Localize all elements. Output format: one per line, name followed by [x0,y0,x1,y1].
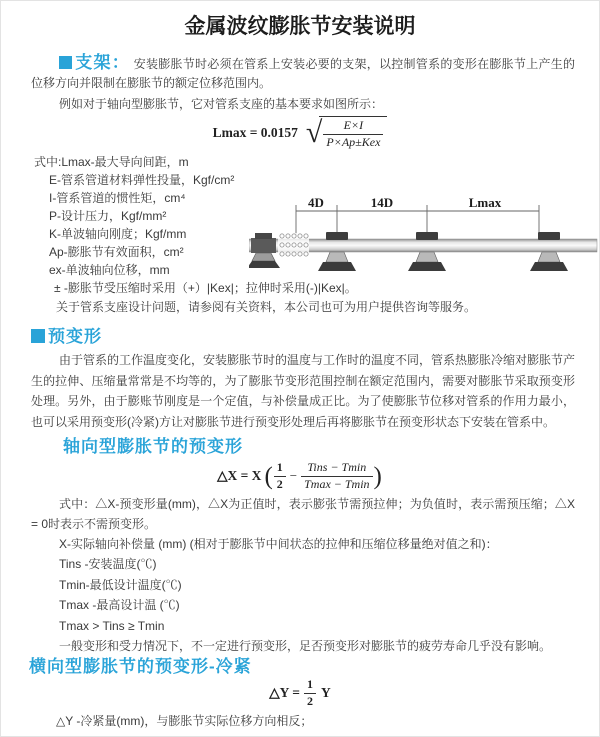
dimension-label-lmax: Lmax [468,195,502,210]
support-example-line: 例如对于轴向型膨胀节，它对管系支座的基本要求如图所示： [59,97,384,111]
definition-line: K-单波轴向刚度；Kgf/mm [49,227,187,241]
lateral-formula-lhs: △Y = [269,685,300,700]
axial-preform-formula [1,460,599,492]
axial-note-3: 一般变形和受力情况下，不一定进行预变形，足否预变形对膨胀节的疲劳寿命几乎没有影响。 [59,639,552,653]
half-numerator: 1 [306,676,313,691]
definition-line: 式中:Lmax-最大导向间距，m [34,155,189,169]
lateral-note: △Y -冷紧量(mm)，与膨胀节实际位移方向相反； [56,714,313,728]
half-fraction [304,677,316,709]
definition-line: E-管系管道材料弹性投量，Kgf/cm² [49,173,235,187]
radical-sign: √ [305,116,323,149]
temp-definition-line: Tmax -最高设计温 (℃) [59,598,180,612]
preform-heading-label: 预变形 [48,327,102,346]
lateral-formula-rhs: Y [320,685,331,700]
section-marker-icon [59,56,72,69]
anchor-support [249,233,280,268]
temp-definition-line: Tmax > Tins ≥ Tmin [59,618,165,633]
half-fraction [274,460,286,492]
lmax-formula-fraction [319,116,387,150]
lmax-numerator: E×I [343,117,364,132]
axial-note-2: X-实际轴向补偿量 (mm) (相对于膨胀节中间状态的拉伸和压缩位移量绝对值之和)： [59,537,498,551]
dimension-label-4d: 4D [308,195,324,210]
axial-formula-lhs: △X = X [217,468,262,483]
section-marker-icon [31,329,45,343]
pipe-support-diagram [249,195,599,291]
open-paren: ( [264,462,273,490]
lateral-subsection-heading: 横向型膨胀节的预变形-冷紧 [29,657,252,676]
dimension-label-14d: 14D [370,195,394,210]
definition-line: 关于管系支座设计问题，请参阅有关资料，本公司也可为用户提供咨询等服务。 [56,299,477,314]
support-section-heading: 支架： [75,53,131,72]
support-intro-text: 安装膨胀节时必须在管系上安装必要的支架，以控制管系的变形在膨胀节上产生的位移方向并限制在膨胀节的额定位移范围内。 [31,57,576,90]
definition-line: ± -膨胀节受压缩时采用（+）|Kex|；拉伸时采用(-)|Kex|。 [54,281,357,295]
definition-line: ex-单波轴向位移，mm [49,263,170,277]
support-paragraph [31,53,575,93]
preform-paragraph: 由于管系的工作温度变化，安装膨胀节时的温度与工作时的温度不同，管系热膨胀冷缩对膨胀节产生的拉伸、压缩量常常是不均等的，为了膨胀节变形范围控制在额定范围内，需要对膨胀节采取预变形处理。另外，由于膨账节刚度是一个定值，与补偿量成正比。为了使膨胀节位移对管系的作用力最小，也可以采用预变形(冷紧)方让对膨胀节进行预变形处理后再将膨胀节在预变形状态下安装在管系中。 [31,353,576,429]
close-paren: ) [373,462,382,490]
lmax-formula-lhs: Lmax = 0.0157 [212,125,298,140]
lateral-preform-formula [1,676,599,708]
half-denominator: 2 [304,693,316,710]
page-title: 金属波纹膨胀节安装说明 [184,15,416,38]
bellows [278,233,309,259]
axial-note-1: 式中：△X-预变形量(mm)，△X为正值时，表示膨张节需预拉伸；为负值时，表示需预压缩；△X = 0时表示不需预变形。 [31,497,575,531]
temp-numerator: Tins − Tmin [307,459,367,474]
half-denominator: 2 [274,476,286,493]
temp-definition-line: Tins -安装温度(℃) [59,557,157,571]
half-numerator: 1 [276,459,283,474]
temperature-fraction [301,460,372,492]
preform-section-heading [31,326,599,348]
temp-denominator: Tmax − Tmin [301,476,372,493]
definition-line: Ap-膨胀节有效面积，cm² [49,245,184,259]
temp-definition-line: Tmin-最低设计温度(℃) [59,577,182,592]
definition-line: P-设计压力，Kgf/mm² [49,209,167,223]
definition-line: I-管系管道的惯性矩，cm⁴ [49,191,186,205]
axial-subsection-heading: 轴向型膨胀节的预变形 [63,437,243,456]
lmax-denominator: P×Ap±Kex [323,134,383,151]
minus-operator: − [289,468,298,483]
lmax-formula [1,117,599,149]
